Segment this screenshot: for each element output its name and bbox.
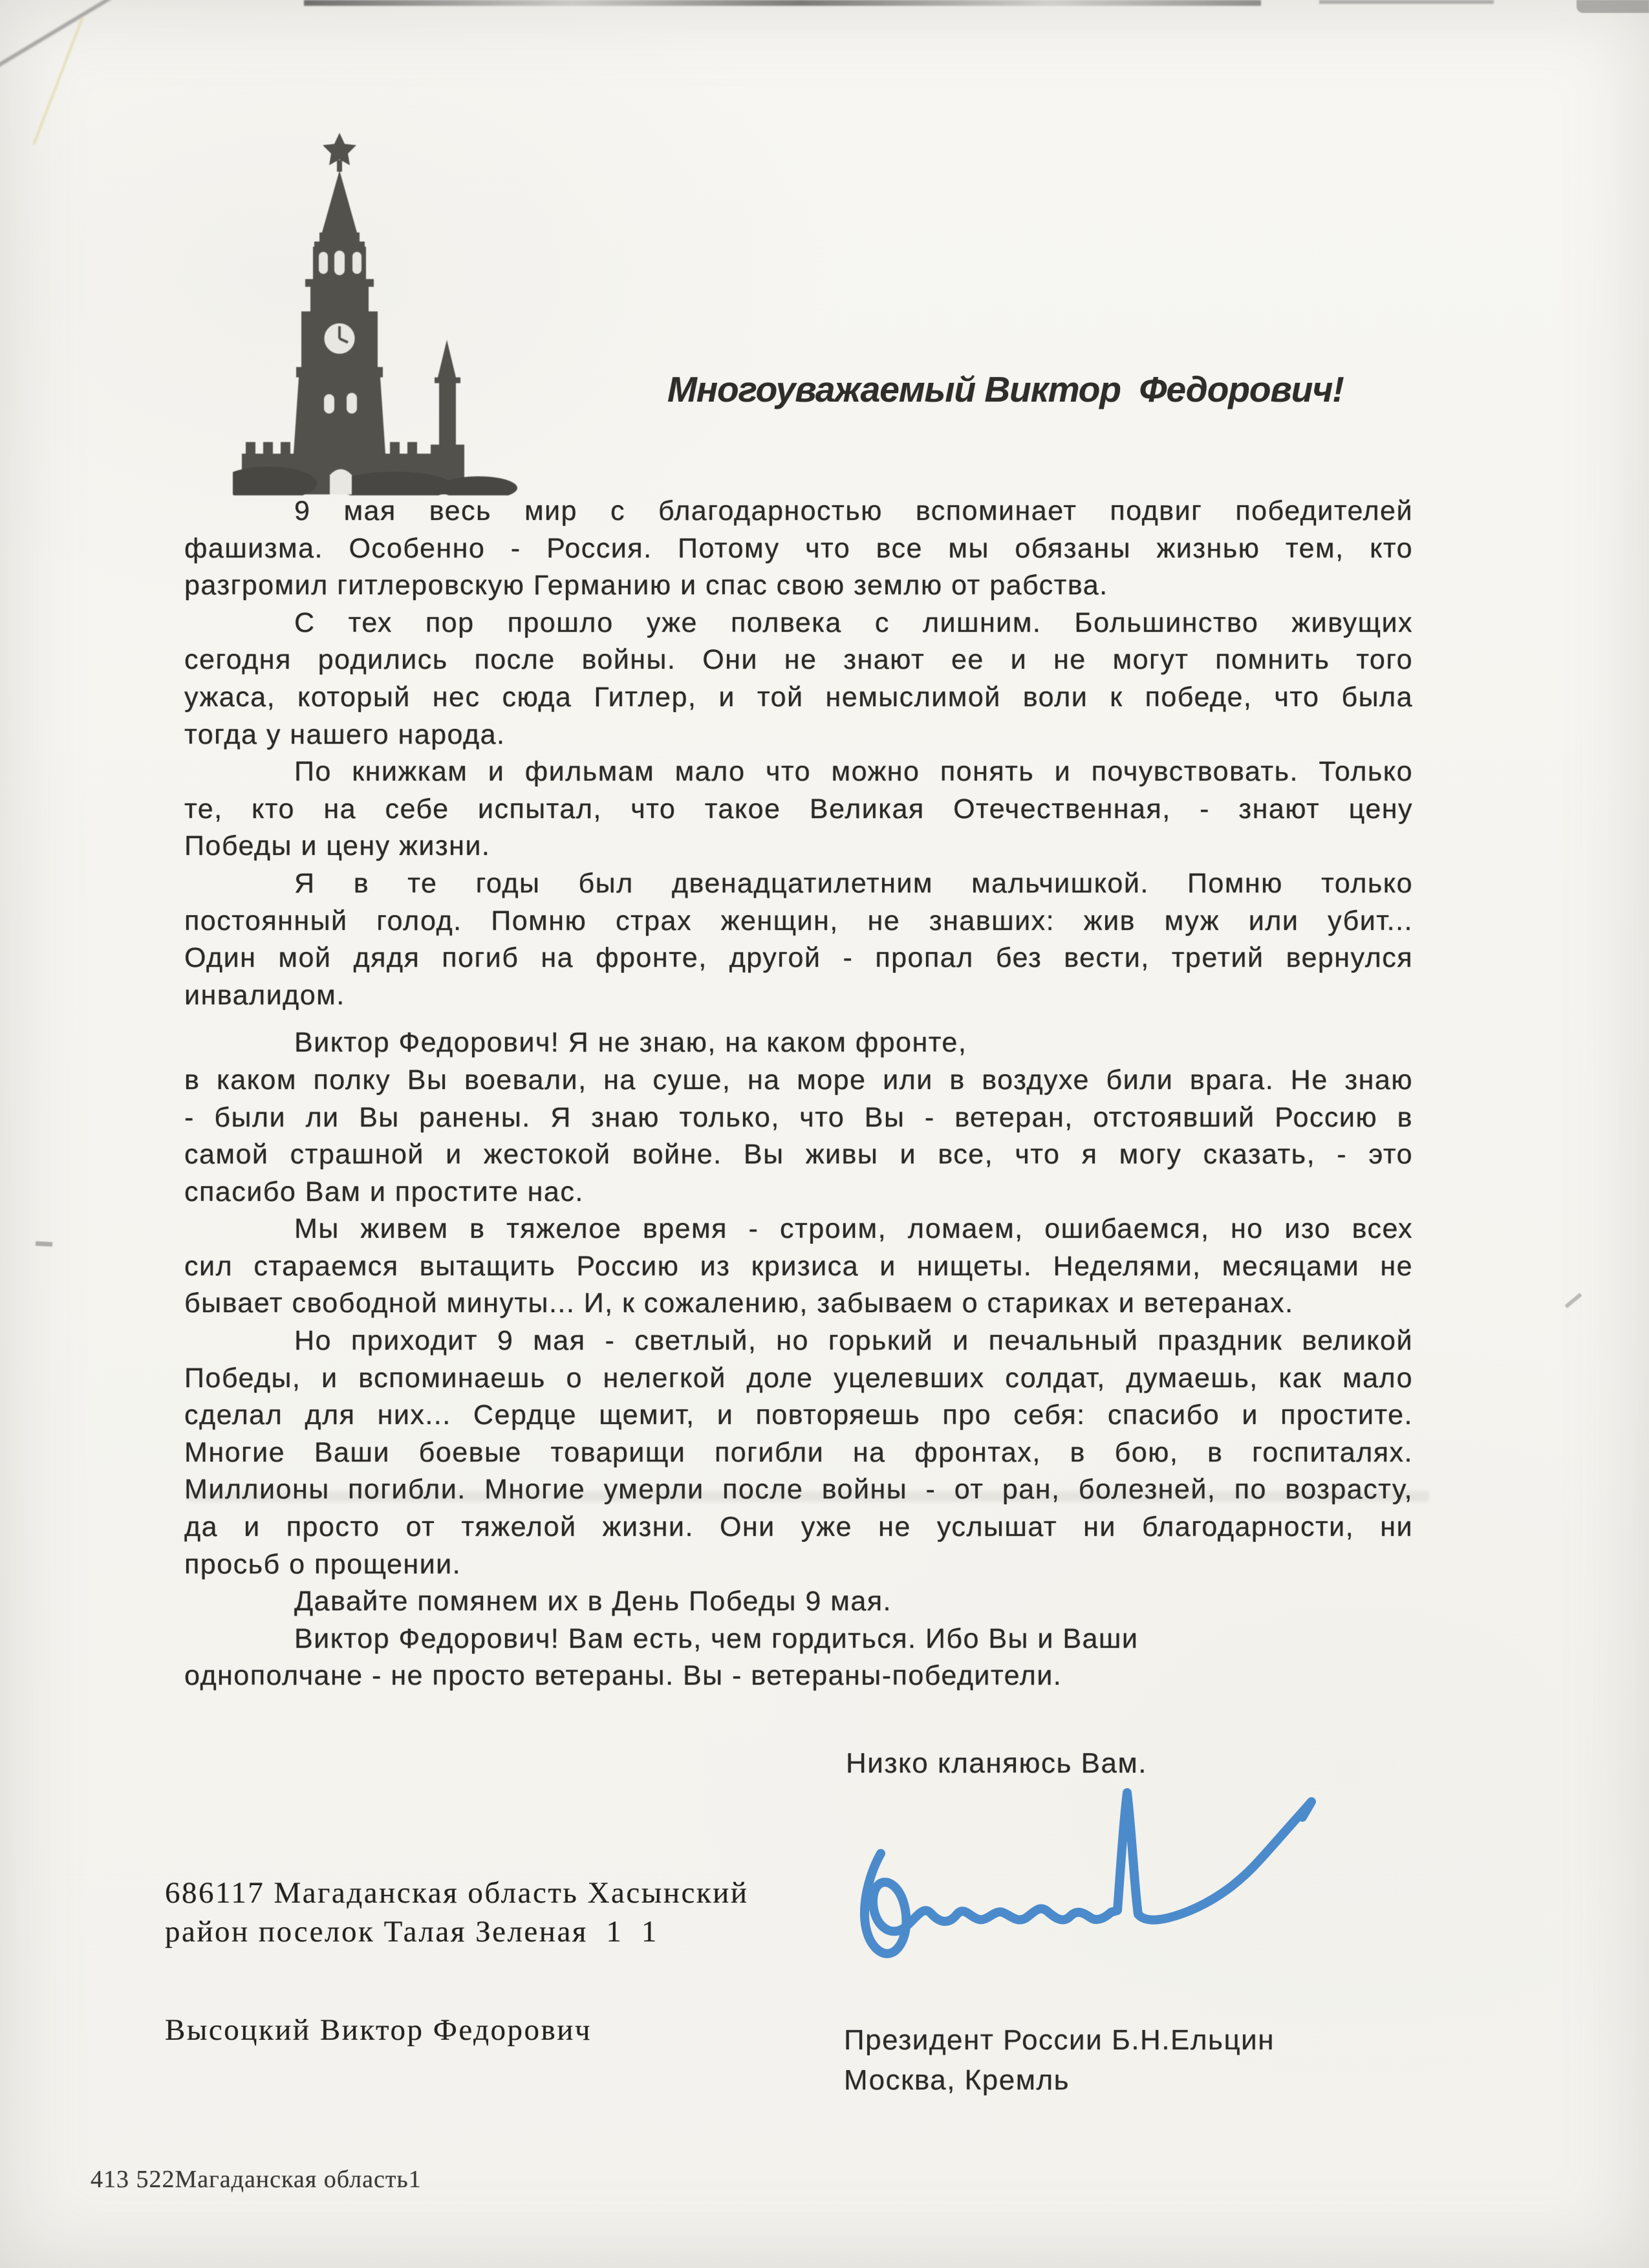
sender-location: Москва, Кремль: [844, 2064, 1070, 2096]
body-line: Виктор Федорович! Я не знаю, на каком фронте,: [294, 1027, 967, 1059]
body-line: самой страшной и жестокой войне. Вы живы и все, что я могу сказать, - это: [184, 1139, 1413, 1171]
body-line: С тех пор прошло уже полвека с лишним. Большинство живущих: [294, 607, 1413, 638]
signature: [828, 1758, 1339, 1974]
scan-artifact-crease: [33, 17, 84, 144]
body-line: бывает свободной минуты... И, к сожалению, забываем о стариках и ветеранах.: [184, 1288, 1294, 1319]
body-line: спасибо Вам и простите нас.: [184, 1176, 584, 1207]
body-line: 9 мая весь мир с благодарностью вспоминает подвиг победителей: [294, 495, 1413, 526]
scan-artifact-dash: [36, 1241, 52, 1246]
recipient-address-line1: 686117 Магаданская область Хасынский: [165, 1876, 749, 1910]
scan-artifact-top-smudge: [1319, 0, 1494, 4]
closing-salutation: Низко кланяюсь Вам.: [846, 1747, 1147, 1779]
body-line: сегодня родились после войны. Они не знают ее и не могут помнить того: [184, 644, 1413, 676]
footer-code-line: 413 522Магаданская область1: [91, 2166, 422, 2193]
body-line: Мы живем в тяжелое время - строим, ломаем, ошибаемся, но изо всех: [294, 1213, 1413, 1245]
body-line: постоянный голод. Помню страх женщин, не знавших: жив муж или убит...: [184, 905, 1413, 936]
body-line: Один мой дядя погиб на фронте, другой - пропал без вести, третий вернулся: [184, 942, 1413, 974]
body-line: Победы и цену жизни.: [184, 830, 491, 862]
body-line: - были ли Вы ранены. Я знаю только, что Вы - ветеран, отстоявший Россию в: [184, 1101, 1413, 1133]
scan-artifact-corner-smudge: [1577, 0, 1649, 13]
body-line: По книжкам и фильмам мало что можно понять и почувствовать. Только: [294, 756, 1413, 788]
body-line: фашизма. Особенно - Россия. Потому что все мы обязаны жизнью тем, кто: [184, 532, 1413, 564]
body-line: Многие Ваши боевые товарищи погибли на фронтах, в бою, в госпиталях.: [184, 1436, 1413, 1468]
body-line: разгромил гитлеровскую Германию и спас свою землю от рабства.: [184, 570, 1108, 601]
recipient-address-line2: район поселок Талая Зеленая 1 1: [165, 1915, 658, 1949]
body-line: сделал для них... Сердце щемит, и повторяешь про себя: спасибо и простите.: [184, 1399, 1413, 1431]
body-line: сил стараемся вытащить Россию из кризиса и нищеты. Неделями, месяцами не: [184, 1250, 1413, 1282]
sender-title: Президент России Б.Н.Ельцин: [844, 2024, 1275, 2056]
body-line: Виктор Федорович! Вам есть, чем гордиться. Ибо Вы и Ваши: [294, 1623, 1139, 1654]
body-line: Я в те годы был двенадцатилетним мальчишкой. Помню только: [294, 867, 1413, 899]
scan-artifact-crease: [0, 0, 132, 69]
body-line: Миллионы погибли. Многие умерли после войны - от ран, болезней, по возрасту,: [184, 1474, 1413, 1506]
body-line: ужаса, который нес сюда Гитлер, и той немыслимой воли к победе, что была: [184, 681, 1413, 713]
body-line: Победы, и вспоминаешь о нелегкой доле уцелевших солдат, думаешь, как мало: [184, 1362, 1413, 1394]
kremlin-tower-image: [233, 122, 524, 495]
body-line: просьб о прощении.: [184, 1548, 462, 1580]
recipient-name: Высоцкий Виктор Федорович: [165, 2013, 592, 2047]
body-line: тогда у нашего народа.: [184, 718, 506, 750]
greeting-line: Многоуважаемый Виктор Федорович!: [667, 369, 1344, 409]
body-line: в каком полку Вы воевали, на суше, на море или в воздухе били врага. Не знаю: [184, 1064, 1413, 1096]
body-line: Но приходит 9 мая - светлый, но горький и печальный праздник великой: [294, 1325, 1413, 1357]
body-line: инвалидом.: [184, 979, 345, 1011]
scan-artifact-top-smudge: [304, 0, 1261, 6]
body-line: однополчане - не просто ветераны. Вы - ветераны-победители.: [184, 1660, 1062, 1692]
body-line: те, кто на себе испытал, что такое Великая Отечественная, - знают цену: [184, 793, 1413, 825]
letter-body: [184, 493, 1413, 1695]
body-line: да и просто от тяжелой жизни. Они уже не услышат ни благодарности, ни: [184, 1511, 1413, 1543]
body-line: Давайте помянем их в День Победы 9 мая.: [294, 1586, 892, 1617]
scan-artifact-tick: [1565, 1293, 1582, 1308]
